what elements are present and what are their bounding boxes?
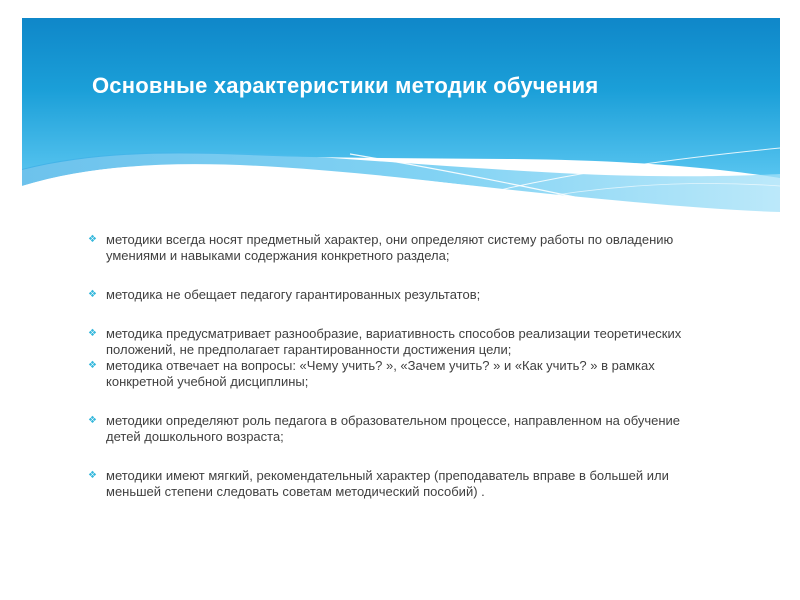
bullet-marker-icon: ❖ (88, 415, 97, 426)
header-wave-decoration (0, 0, 800, 240)
list-item-text: методики определяют роль педагога в образовательном процессе, направленном на обучение детей дошкольного возраста; (106, 413, 681, 444)
list-item (84, 468, 714, 500)
bullet-marker-icon: ❖ (88, 328, 97, 339)
bullet-marker-icon: ❖ (88, 289, 97, 300)
bullet-marker-icon: ❖ (88, 360, 97, 371)
list-item-text: методика не обещает педагогу гарантированных результатов; (106, 287, 481, 302)
bullet-marker-icon: ❖ (88, 234, 97, 245)
list-item-text: методики имеют мягкий, рекомендательный характер (преподаватель вправе в большей или меньшей степени следовать советам методический пособий) . (106, 468, 669, 499)
list-item-text: методика предусматривает разнообразие, вариативность способов реализации теоретических положений, не предполагает гарантированности достижения цели; (106, 326, 682, 357)
list-item (84, 326, 714, 358)
characteristics-list (84, 232, 714, 500)
slide-title: Основные характеристики методик обучения (92, 73, 599, 98)
list-item-text: методики всегда носят предметный характер, они определяют систему работы по овладению умениями и навыками содержания конкретного раздела; (106, 232, 674, 263)
list-item (84, 413, 714, 445)
list-item (84, 287, 714, 303)
bullet-content (84, 232, 714, 562)
list-item-text: методика отвечает на вопросы: «Чему учить? », «Зачем учить? » и «Как учить? » в рамках конкретной учебной дисциплины; (106, 358, 655, 389)
list-item (84, 358, 714, 390)
bullet-marker-icon: ❖ (88, 470, 97, 481)
list-item (84, 232, 714, 264)
